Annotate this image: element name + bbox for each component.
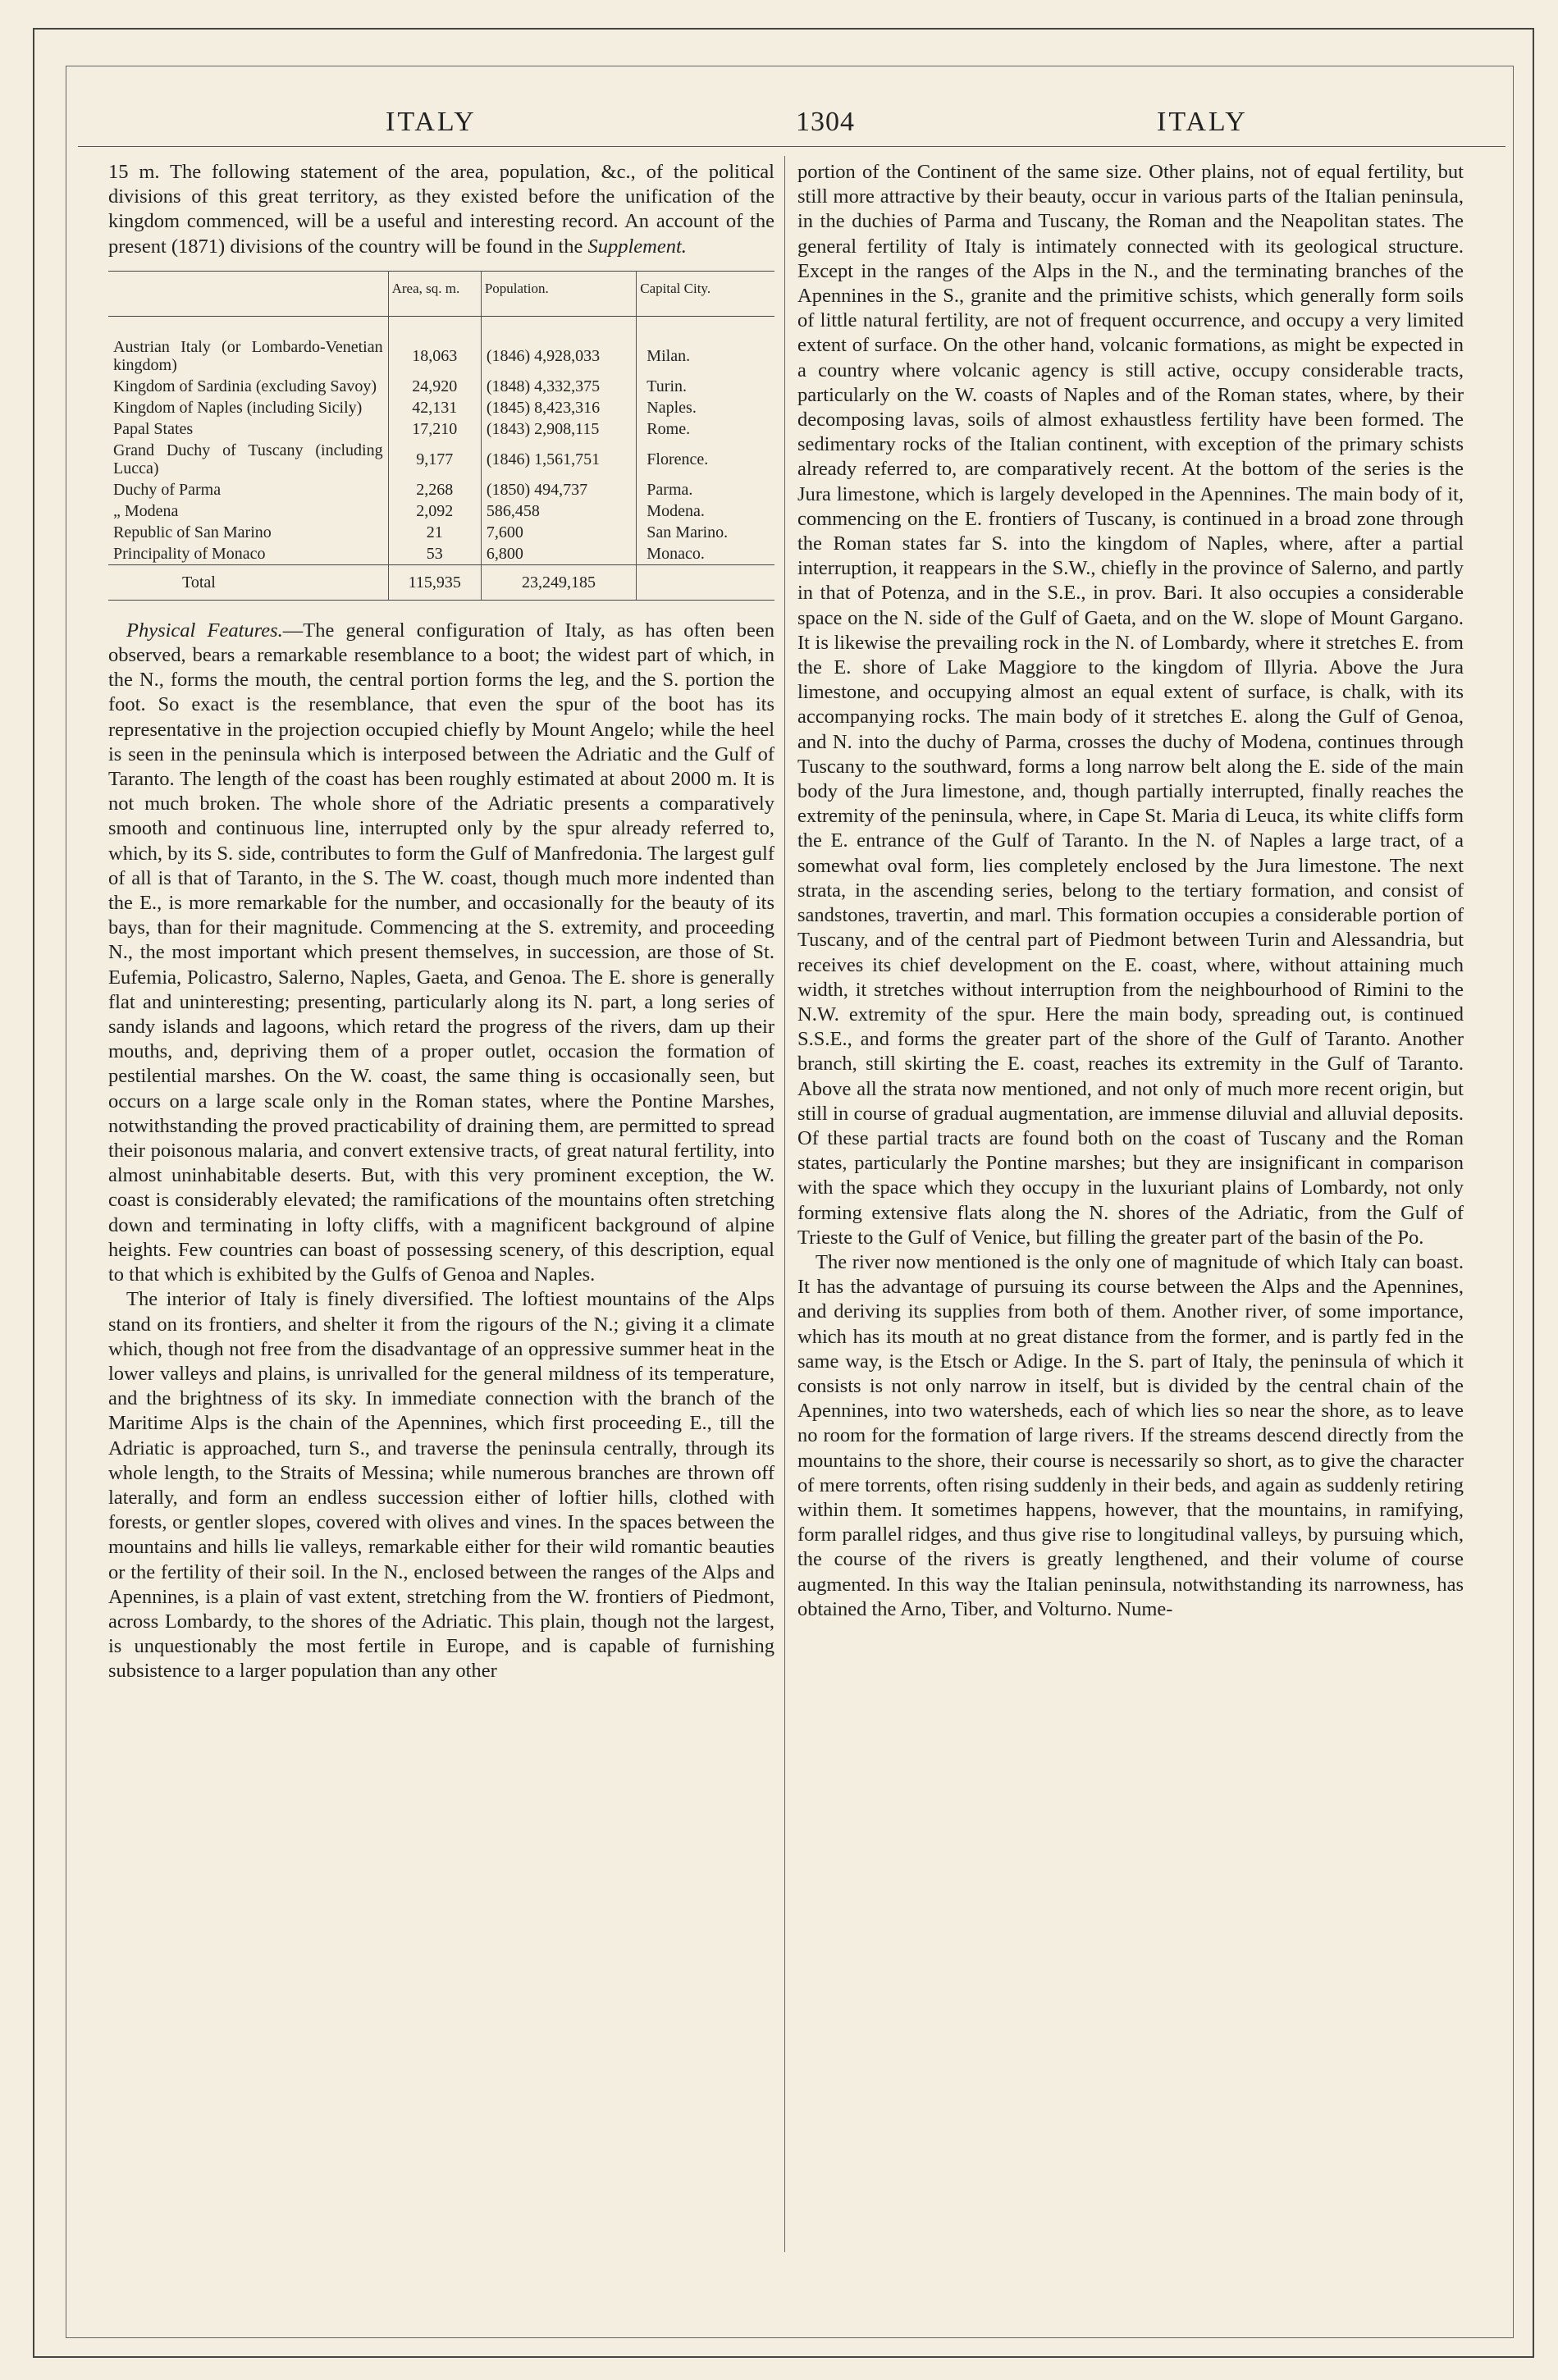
cell-name: Duchy of Parma xyxy=(108,479,388,500)
intro-text: 15 m. The following statement of the area, population, &c., of the political divisions of this great territory, as they existed before the unification of the kingdom commenced, will be a useful and interesting record. An account of the present (1871) divisions of the country will be found in the xyxy=(108,161,774,258)
table-header-row xyxy=(108,271,774,316)
cell-capital: San Marino. xyxy=(647,523,729,541)
cell-area: 21 xyxy=(388,522,481,543)
col-header-name xyxy=(108,271,388,316)
cell-name: Austrian Italy (or Lombardo-Venetian kingdom) xyxy=(108,316,388,376)
running-head-right: ITALY xyxy=(1157,107,1248,137)
table-row xyxy=(108,397,774,418)
table-row xyxy=(108,418,774,440)
physical-features-heading: Physical Features. xyxy=(126,619,283,642)
col-header-area: Area, sq. m. xyxy=(388,271,481,316)
cell-population: (1846) 1,561,751 xyxy=(481,440,636,479)
page-number: 1304 xyxy=(796,107,855,137)
table-total-row xyxy=(108,564,774,600)
divisions-table-wrap xyxy=(108,271,774,601)
cell-population: (1843) 2,908,115 xyxy=(481,418,636,440)
total-area: 115,935 xyxy=(388,564,481,600)
cell-capital: Milan. xyxy=(647,346,691,365)
table-row xyxy=(108,376,774,397)
cell-area: 24,920 xyxy=(388,376,481,397)
cell-capital: Turin. xyxy=(647,377,688,395)
cell-capital: Naples. xyxy=(647,398,697,417)
right-column xyxy=(797,160,1464,1622)
table-row xyxy=(108,522,774,543)
cell-name: Republic of San Marino xyxy=(108,522,388,543)
rivers-paragraph: The river now mentioned is the only one of magnitude of which Italy can boast. It has the advantage of pursuing its course between the Alps and the Apennines, and deriving its supplies from both of them. Another river, of some importance, which has its mouth at no great distance from the former, and is partly fed in the same way, is the Etsch or Adige. In the S. part of Italy, the peninsula of which it consists is not only narrow in itself, but is divided by the central chain of the Apennines, into two watersheds, each of which lies so near the shore, as to leave no room for the formation of large rivers. If the streams descend directly from the mountains to the shore, their course is necessarily so short, as to give the character of mere torrents, often rising suddenly in their beds, and again as suddenly retiring within them. It sometimes happens, however, that the mountains, in ramifying, form parallel ridges, and thus give rise to longitudinal valleys, by pursuing which, the course of the rivers is greatly lengthened, and their volume of course augmented. In this way the Italian peninsula, notwithstanding its narrowness, has obtained the Arno, Tiber, and Volturno. Nume- xyxy=(797,1250,1464,1620)
cell-capital: Rome. xyxy=(647,419,691,438)
intro-paragraph xyxy=(108,160,774,259)
divisions-table xyxy=(108,271,774,601)
cell-area: 18,063 xyxy=(388,316,481,376)
geology-paragraph: portion of the Continent of the same size. Other plains, not of equal fertility, but still more attractive by their beauty, occur in various parts of the Italian peninsula, in the duchies of Parma and Tuscany, the Roman and the Neapolitan states. The general fertility of Italy is intimately connected with its geological structure. Except in the ranges of the Alps in the N., and the terminating branches of the Apennines in the S., granite and the primitive schists, which generally form soils of little natural fertility, are not of frequent occurrence, and occupy a very limited extent of surface. On the other hand, volcanic formations, as might be expected in a country where volcanic agency is still active, occupy considerable tracts, particularly on the W. coasts of Naples and of the Roman states, where, by their decomposing lavas, soils of almost exhaustless fertility have been formed. The sedimentary rocks of the Italian continent, with exception of the primary schists already referred to, are comparatively recent. At the bottom of the series is the Jura limestone, which is largely developed in the Apennines. The main body of it, commencing on the E. frontiers of Tuscany, is continued in a broad zone through the Roman states far S. into the kingdom of Naples, where, after a partial interruption, it reappears in the S.W., chiefly in the province of Salerno, and partly in that of Potenza, and in the S.E., in prov. Bari. It also occupies a considerable space on the N. side of the Gulf of Gaeta, and on the W. slope of Mount Gargano. It is likewise the prevailing rock in the N. of Lombardy, where it stretches E. from the E. shore of Lake Maggiore to the kingdom of Illyria. Above the Jura limestone, and occupying almost an equal extent of surface, is chalk, with its accompanying rocks. The main body of it stretches E. along the Gulf of Genoa, and N. into the duchy of Parma, crosses the duchy of Modena, continues through Tuscany to the southward, forms a long narrow belt along the E. side of the main body of the Jura limestone, and, though partially interrupted, finally reaches the extremity of the peninsula, where, in Cape St. Maria di Leuca, its white cliffs form the E. entrance of the Gulf of Taranto. In the N. of Naples a large tract, of a somewhat oval form, lies completely enclosed by the Jura limestone. The next strata, in the ascending series, belong to the tertiary formation, and consist of sandstones, travertin, and marl. This formation occupies a considerable portion of Tuscany, and of the central part of Piedmont between Turin and Alessandria, but receives its chief development on the E. coast, where, without attaining much width, it stretches without interruption from the neighbourhood of Rimini to the N.W. extremity of the spur. Here the main body, spreading out, is continued S.S.E., and forms the greater part of the shore of the Gulf of Taranto. Another branch, still skirting the E. coast, reaches its extremity in the Gulf of Taranto. Above all the strata now mentioned, and not only of much more recent origin, but still in course of gradual augmentation, are immense diluvial and alluvial deposits. Of these partial tracts are found both on the coast of Tuscany and the Roman states, particularly the Pontine marshes; but they are insignificant in comparison with the space which they occupy in the luxuriant plains of Lombardy, not only forming extensive flats along the N. shores of the Adriatic, from the Gulf of Trieste to the Gulf of Venice, but filling the greater part of the basin of the Po. xyxy=(797,161,1464,1249)
cell-population: (1848) 4,332,375 xyxy=(481,376,636,397)
running-head-left: ITALY xyxy=(386,107,477,137)
col-header-capital: Capital City. xyxy=(637,271,774,316)
cell-population: 6,800 xyxy=(481,543,636,565)
cell-area: 9,177 xyxy=(388,440,481,479)
cell-area: 17,210 xyxy=(388,418,481,440)
table-body xyxy=(108,316,774,600)
table-row xyxy=(108,543,774,565)
physical-features-text: —The general configuration of Italy, as has often been observed, bears a remarkable resemblance to a boot; the widest part of which, in the N., forms the mouth, the central portion forms the leg, and the S. portion the foot. So exact is the resemblance, that even the spur of the boot has its representative in the projection occupied chiefly by Mount Angelo; while the heel is seen in the peninsula which is interposed between the Adriatic and the Gulf of Taranto. The length of the coast has been roughly estimated at about 2000 m. It is not much broken. The whole shore of the Adriatic presents a comparatively smooth and continuous line, interrupted only by the spur already referred to, which, by its S. side, contributes to form the Gulf of Manfredonia. The largest gulf of all is that of Taranto, in the S. The W. coast, though much more indented than the E., is more remarkable for the number, and occasionally for the beauty of its bays, than for their magnitude. Commencing at the S. extremity, and proceeding N., the most important which present themselves, in succession, are those of St. Eufemia, Policastro, Salerno, Naples, Gaeta, and Genoa. The E. shore is generally flat and uninteresting; presenting, particularly along its N. part, a long series of sandy islands and lagoons, which retard the progress of the rivers, dam up their mouths, and, depriving them of a proper outlet, occasion the formation of pestilential marshes. On the W. coast, the same thing is occasionally seen, but occurs on a large scale only in the Roman states, where the Pontine Marshes, notwithstanding the proved practicability of draining them, are permitted to spread their poisonous malaria, and convert extensive tracts, of great natural fertility, into almost uninhabitable deserts. But, with this very prominent exception, the W. coast is considerably elevated; the ramifications of the mountains often stretching down and terminating in lofty cliffs, with a magnificent background of alpine heights. Few countries can boast of possessing scenery, of this description, equal to that which is exhibited by the Gulfs of Genoa and Naples. xyxy=(108,619,774,1286)
column-divider xyxy=(784,156,785,2252)
table-row xyxy=(108,500,774,522)
cell-area: 2,268 xyxy=(388,479,481,500)
col-header-population: Population. xyxy=(481,271,636,316)
interior-paragraph: The interior of Italy is finely diversified. The loftiest mountains of the Alps stand on its frontiers, and shelter it from the rigours of the N.; giving it a climate which, though not free from the disadvantage of an oppressive summer heat in the lower valleys and plains, is unrivalled for the general mildness of its temperature, and the brightness of its sky. In immediate connection with the branch of the Maritime Alps is the chain of the Apennines, which first proceeding E., till the Adriatic is approached, turn S., and traverse the peninsula centrally, through its whole length, to the Straits of Messina; while numerous branches are thrown off laterally, and form an endless succession either of loftier hills, clothed with forests, or gentler slopes, covered with olives and vines. In the spaces between the mountains and hills lie valleys, remarkable either for their wild romantic beauties or the fertility of their soil. In the N., enclosed between the ranges of the Alps and Apennines, is a plain of vast extent, stretching from the W. frontiers of Piedmont, across Lombardy, to the shores of the Adriatic. This plain, though not the largest, is unquestionably the most fertile in Europe, and is capable of furnishing subsistence to a larger population than any other xyxy=(108,1288,774,1683)
supplement-link-text: Supplement. xyxy=(587,235,687,258)
cell-population: (1850) 494,737 xyxy=(481,479,636,500)
total-capital-empty xyxy=(637,564,774,600)
cell-area: 2,092 xyxy=(388,500,481,522)
cell-name: Kingdom of Sardinia (excluding Savoy) xyxy=(108,376,388,397)
header-rule xyxy=(78,146,1505,147)
page-header xyxy=(74,107,1501,156)
cell-population: 7,600 xyxy=(481,522,636,543)
cell-name: Principality of Monaco xyxy=(108,543,388,565)
left-column xyxy=(108,160,774,1684)
table-row xyxy=(108,316,774,376)
cell-capital: Parma. xyxy=(647,480,693,499)
physical-features-paragraph xyxy=(108,619,774,1287)
cell-area: 42,131 xyxy=(388,397,481,418)
cell-population: 586,458 xyxy=(481,500,636,522)
cell-area: 53 xyxy=(388,543,481,565)
cell-capital: Monaco. xyxy=(647,544,705,563)
cell-name: „ Modena xyxy=(108,500,388,522)
cell-name: Papal States xyxy=(108,418,388,440)
total-population: 23,249,185 xyxy=(481,564,636,600)
cell-name: Kingdom of Naples (including Sicily) xyxy=(108,397,388,418)
total-label: Total xyxy=(108,564,388,600)
cell-capital: Modena. xyxy=(647,501,705,520)
table-row xyxy=(108,479,774,500)
table-row xyxy=(108,440,774,479)
cell-population: (1845) 8,423,316 xyxy=(481,397,636,418)
cell-population: (1846) 4,928,033 xyxy=(481,316,636,376)
cell-capital: Florence. xyxy=(647,450,709,468)
cell-name: Grand Duchy of Tuscany (including Lucca) xyxy=(108,440,388,479)
